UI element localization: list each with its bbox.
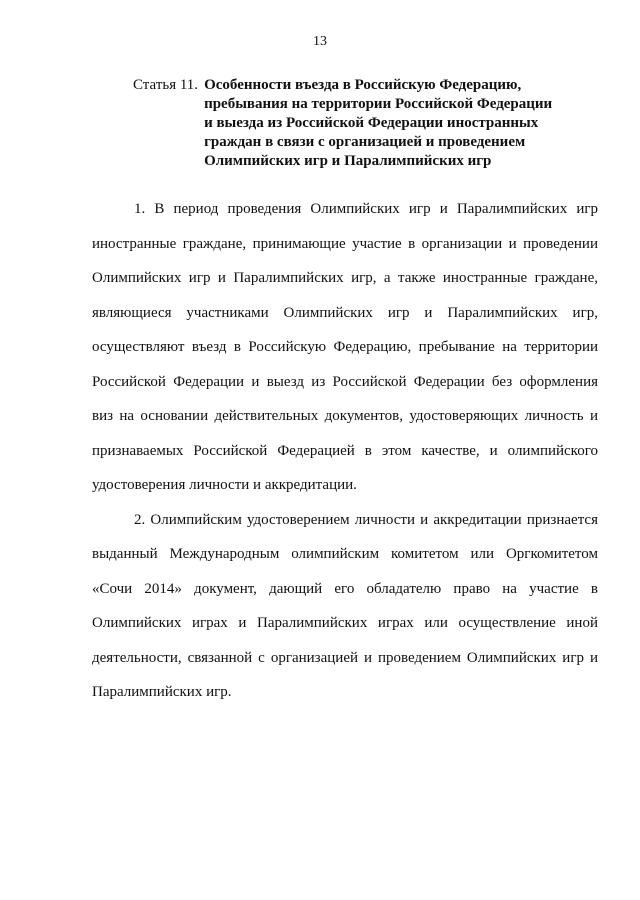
paragraph-line: иностранные граждане, принимающие участие в организации и проведении	[92, 235, 598, 252]
article-heading	[133, 76, 613, 171]
article-title-line: Особенности въезда в Российскую Федерацию,	[204, 77, 522, 93]
paragraph-line: признаваемых Российской Федерацией в этом качестве, и олимпийского	[92, 442, 598, 459]
paragraph-line: осуществляют въезд в Российскую Федерацию, пребывание на территории	[92, 339, 598, 355]
article-title-line: Олимпийских игр и Паралимпийских игр	[204, 153, 492, 169]
paragraph-line: 1. В период проведения Олимпийских игр и Паралимпийских игр	[134, 201, 598, 217]
paragraph-line: 2. Олимпийским удостоверением личности и аккредитации признается	[134, 511, 598, 528]
paragraph-line: Олимпийских играх и Паралимпийских играх или осуществление иной	[92, 615, 598, 631]
article-title-line: граждан в связи с организацией и проведением	[204, 134, 526, 150]
article-label: Статья 11.	[133, 77, 199, 93]
paragraph-line: выданный Международным олимпийским комитетом или Оргкомитетом	[92, 546, 598, 562]
paragraph-line: являющиеся участниками Олимпийских игр и Паралимпийских игр,	[92, 304, 598, 321]
paragraph-1	[92, 192, 598, 503]
paragraph-line: виз на основании действительных документов, удостоверяющих личность и	[92, 408, 598, 424]
page-number: 13	[313, 34, 327, 49]
article-title-line: пребывания на территории Российской Федерации	[204, 96, 553, 112]
paragraph-line: удостоверения личности и аккредитации.	[92, 477, 357, 493]
paragraph-line: Российской Федерации и выезд из Российской Федерации без оформления	[92, 373, 598, 390]
article-title	[204, 76, 552, 171]
paragraph-2	[92, 503, 598, 710]
paragraph-line: «Сочи 2014» документ, дающий его обладателю право на участие в	[92, 580, 598, 597]
article-title-line: и выезда из Российской Федерации иностранных	[204, 115, 539, 131]
article-body	[92, 192, 598, 710]
paragraph-line: Паралимпийских игр.	[92, 684, 232, 700]
paragraph-line: деятельности, связанной с организацией и проведением Олимпийских игр и	[92, 649, 598, 666]
paragraph-line: Олимпийских игр и Паралимпийских игр, а также иностранные граждане,	[92, 270, 598, 286]
